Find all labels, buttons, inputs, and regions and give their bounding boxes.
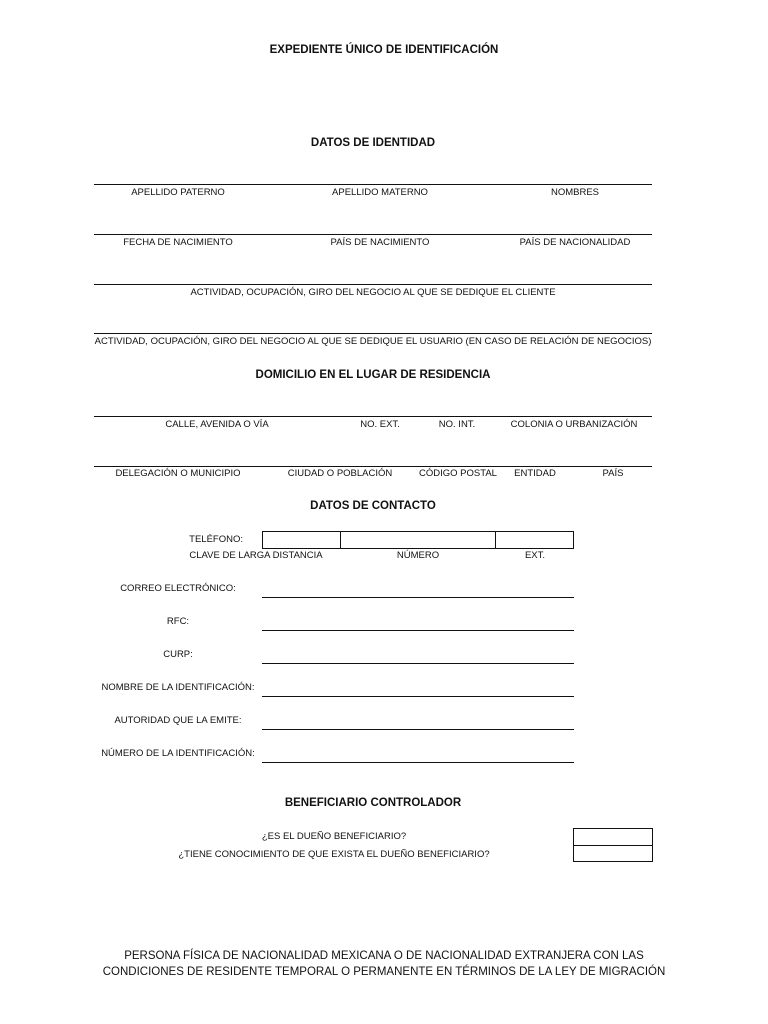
label-nombres: NOMBRES [550, 187, 600, 198]
document-title: EXPEDIENTE ÚNICO DE IDENTIFICACIÓN [269, 44, 499, 56]
autoridad-field[interactable] [262, 729, 574, 730]
label-numero-identificacion: NÚMERO DE LA IDENTIFICACIÓN: [101, 748, 255, 759]
identity-rule-4 [94, 333, 652, 334]
correo-field[interactable] [262, 597, 574, 598]
footer-line-2: CONDICIONES DE RESIDENTE TEMPORAL O PERMANENTE EN TÉRMINOS DE LA LEY DE MIGRACIÓN [102, 966, 666, 978]
label-codigo-postal: CÓDIGO POSTAL [419, 468, 497, 479]
telefono-clave-field[interactable] [262, 531, 341, 549]
label-curp: CURP: [163, 649, 193, 660]
label-pais-nacionalidad: PAÍS DE NACIONALIDAD [519, 237, 631, 248]
label-pregunta-1: ¿ES EL DUEÑO BENEFICIARIO? [261, 831, 407, 842]
label-actividad-cliente: ACTIVIDAD, OCUPACIÓN, GIRO DEL NEGOCIO AL QUE SE DEDIQUE EL CLIENTE [190, 287, 556, 298]
label-entidad: ENTIDAD [514, 468, 556, 479]
beneficiario-section-title: BENEFICIARIO CONTROLADOR [284, 797, 462, 809]
rfc-field[interactable] [262, 630, 574, 631]
domicilio-rule-1 [94, 416, 652, 417]
label-autoridad: AUTORIDAD QUE LA EMITE: [114, 715, 242, 726]
label-apellido-materno: APELLIDO MATERNO [332, 187, 428, 198]
identity-rule-2 [94, 234, 652, 235]
pregunta-2-answer-field[interactable] [573, 845, 653, 862]
label-correo: CORREO ELECTRÓNICO: [120, 583, 236, 594]
label-calle: CALLE, AVENIDA O VÍA [165, 419, 269, 430]
label-ciudad: CIUDAD O POBLACIÓN [287, 468, 393, 479]
label-ext: EXT. [524, 550, 546, 561]
nombre-identificacion-field[interactable] [262, 696, 574, 697]
contacto-section-title: DATOS DE CONTACTO [310, 500, 436, 512]
label-colonia: COLONIA O URBANIZACIÓN [510, 419, 638, 430]
identity-rule-3 [94, 284, 652, 285]
footer-line-1: PERSONA FÍSICA DE NACIONALIDAD MEXICANA O DE NACIONALIDAD EXTRANJERA CON LAS [124, 950, 644, 962]
label-apellido-paterno: APELLIDO PATERNO [131, 187, 225, 198]
domicilio-rule-2 [94, 466, 652, 467]
label-pais: PAÍS [602, 468, 624, 479]
label-delegacion: DELEGACIÓN O MUNICIPIO [115, 468, 241, 479]
curp-field[interactable] [262, 663, 574, 664]
label-pais-nacimiento: PAÍS DE NACIMIENTO [330, 237, 430, 248]
label-telefono: TELÉFONO: [189, 534, 243, 545]
label-nombre-identificacion: NOMBRE DE LA IDENTIFICACIÓN: [101, 682, 255, 693]
identity-section-title: DATOS DE IDENTIDAD [310, 137, 436, 149]
label-actividad-usuario: ACTIVIDAD, OCUPACIÓN, GIRO DEL NEGOCIO AL QUE SE DEDIQUE EL USUARIO (EN CASO DE RELACIÓN DE NEGOCIOS) [94, 336, 652, 347]
telefono-numero-field[interactable] [340, 531, 496, 549]
label-no-ext: NO. EXT. [360, 419, 400, 430]
telefono-ext-field[interactable] [495, 531, 574, 549]
label-no-int: NO. INT. [438, 419, 476, 430]
label-pregunta-2: ¿TIENE CONOCIMIENTO DE QUE EXISTA EL DUEÑO BENEFICIARIO? [178, 849, 490, 860]
label-rfc: RFC: [166, 616, 190, 627]
identity-rule-1 [94, 184, 652, 185]
label-clave-larga-distancia: CLAVE DE LARGA DISTANCIA [189, 550, 323, 561]
label-fecha-nacimiento: FECHA DE NACIMIENTO [123, 237, 233, 248]
domicilio-section-title: DOMICILIO EN EL LUGAR DE RESIDENCIA [255, 369, 491, 381]
numero-identificacion-field[interactable] [262, 762, 574, 763]
label-numero: NÚMERO [396, 550, 440, 561]
pregunta-1-answer-field[interactable] [573, 828, 653, 846]
